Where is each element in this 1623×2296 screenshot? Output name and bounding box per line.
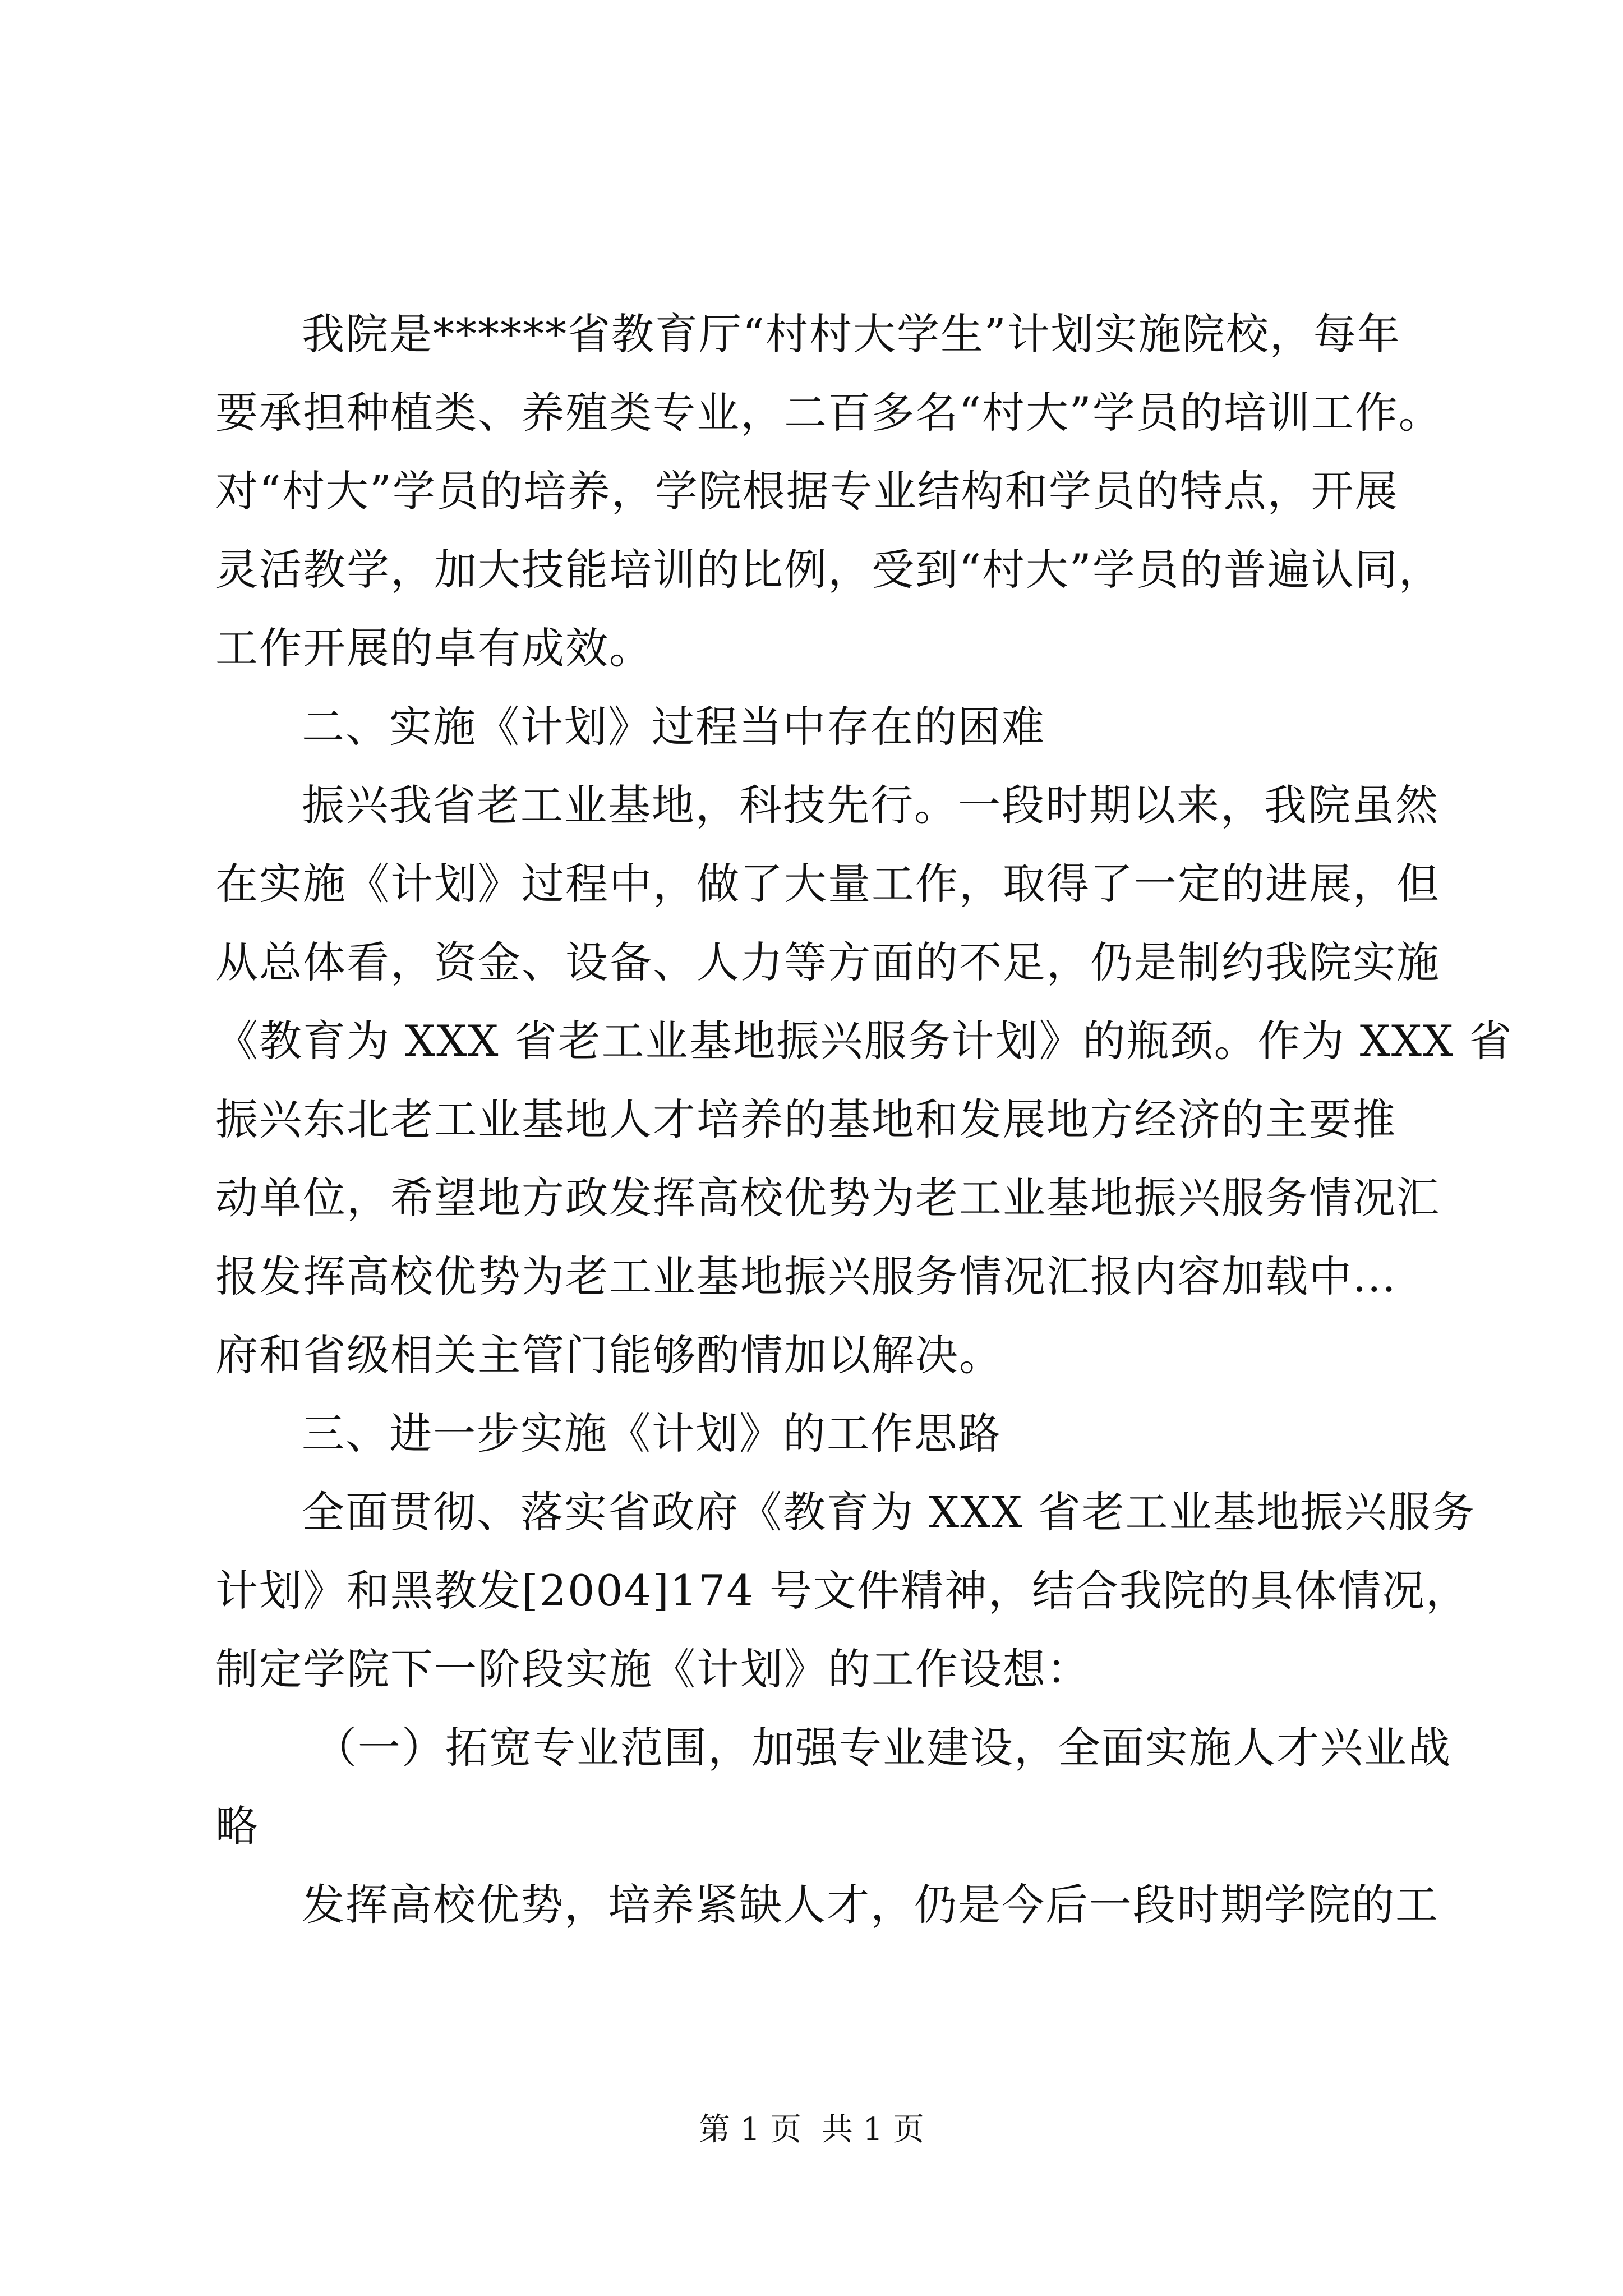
body-line: 计划》和黑教发[2004]174 号文件精神，结合我院的具体情况， — [215, 1566, 1469, 1616]
body-line: 发挥高校优势，培养紧缺人才，仍是今后一段时期学院的工 — [302, 1880, 1439, 1930]
body-line: 动单位，希望地方政发挥高校优势为老工业基地振兴服务情况汇 — [215, 1173, 1440, 1223]
page-number-footer: 第 1 页 共 1 页 — [698, 2111, 925, 2148]
subsection-heading: （一）拓宽专业范围，加强专业建设，全面实施人才兴业战 — [314, 1723, 1451, 1773]
section-heading: 三、进一步实施《计划》的工作思路 — [302, 1409, 1002, 1458]
body-line: 振兴我省老工业基地，科技先行。一段时期以来，我院虽然 — [302, 780, 1439, 830]
body-line: 府和省级相关主管门能够酌情加以解决。 — [215, 1330, 1003, 1380]
body-line: 振兴东北老工业基地人才培养的基地和发展地方经济的主要推 — [215, 1094, 1396, 1144]
body-line: 对“村大”学员的培养，学院根据专业结构和学员的特点，开展 — [215, 466, 1399, 516]
body-line: 工作开展的卓有成效。 — [215, 623, 653, 673]
section-heading: 二、实施《计划》过程当中存在的困难 — [302, 702, 1045, 752]
body-line: 在实施《计划》过程中，做了大量工作，取得了一定的进展，但 — [215, 859, 1440, 909]
body-line: 全面贯彻、落实省政府《教育为 XXX 省老工业基地振兴服务 — [302, 1487, 1476, 1537]
body-line: 要承担种植类、养殖类专业，二百多名“村大”学员的培训工作。 — [215, 388, 1442, 438]
body-line: 从总体看，资金、设备、人力等方面的不足，仍是制约我院实施 — [215, 937, 1440, 987]
body-line: 制定学院下一阶段实施《计划》的工作设想： — [215, 1644, 1090, 1694]
body-line: 灵活教学，加大技能培训的比例，受到“村大”学员的普遍认同， — [215, 545, 1442, 595]
subsection-heading: 略 — [215, 1801, 259, 1851]
body-line: 我院是******省教育厅“村村大学生”计划实施院校，每年 — [302, 309, 1401, 359]
body-line: 《教育为 XXX 省老工业基地振兴服务计划》的瓶颈。作为 XXX 省 — [215, 1016, 1513, 1066]
body-line: 报发挥高校优势为老工业基地振兴服务情况汇报内容加载中... — [215, 1251, 1397, 1301]
